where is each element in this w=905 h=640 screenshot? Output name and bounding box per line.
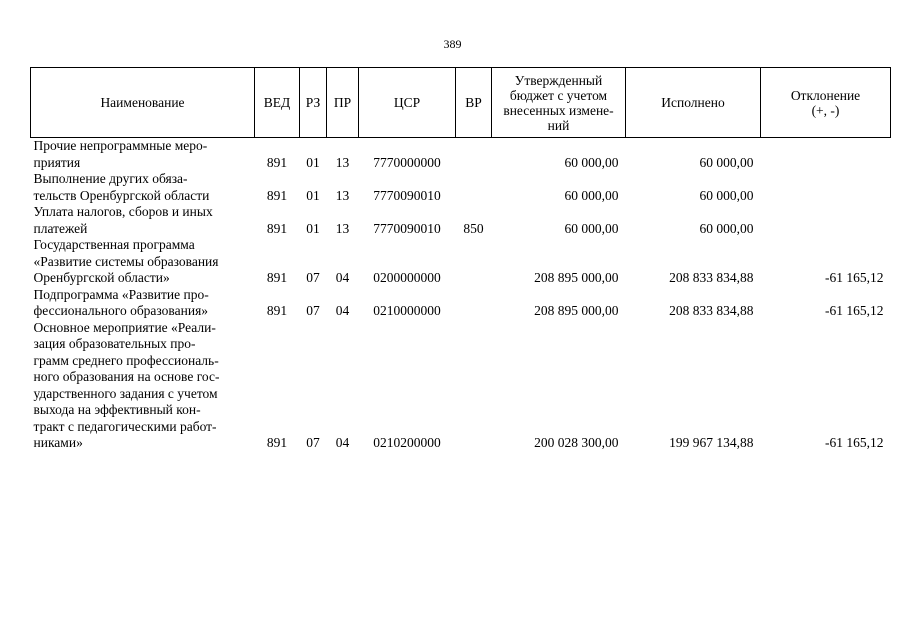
- row-name-line: выхода на эффективный кон-: [33, 402, 201, 417]
- header-approved-line: ний: [547, 117, 570, 133]
- header-csr: ЦСР: [359, 68, 456, 138]
- row-csr: 7770090010: [373, 220, 441, 236]
- row-deviation: -61 165,12: [825, 435, 884, 450]
- table-row: [31, 287, 891, 320]
- row-ved: 891: [266, 187, 288, 203]
- row-vr: [456, 287, 492, 320]
- row-pr: 13: [335, 220, 350, 236]
- row-name-line: Уплата налогов, сборов и иных: [33, 204, 213, 219]
- row-executed: 60 000,00: [699, 187, 754, 203]
- row-rz: 07: [306, 270, 320, 285]
- page-number: 389: [443, 37, 462, 51]
- table-body: [31, 138, 891, 452]
- row-vr: [456, 138, 492, 172]
- table-header: [31, 68, 891, 138]
- row-pr: 04: [335, 270, 350, 285]
- row-name-line: Выполнение других обяза-: [33, 171, 188, 186]
- table-row: [31, 204, 891, 237]
- row-executed: 208 833 834,88: [669, 270, 754, 285]
- header-deviation-line: Отклонение: [790, 87, 861, 103]
- row-pr: 04: [335, 435, 350, 450]
- row-deviation: [761, 138, 891, 172]
- header-executed: Исполнено: [626, 68, 761, 138]
- row-name-line: ударственного задания с учетом: [33, 385, 218, 401]
- row-name-line: фессионального образования»: [33, 303, 209, 318]
- row-vr: 850: [463, 220, 484, 236]
- header-row: [31, 68, 891, 138]
- row-pr: 13: [335, 154, 350, 170]
- row-deviation: -61 165,12: [825, 303, 884, 318]
- row-name-line: «Развитие системы образования: [33, 253, 219, 269]
- row-approved-budget: 60 000,00: [564, 154, 619, 170]
- header-pr: ПР: [327, 68, 359, 138]
- row-rz: 01: [306, 154, 320, 170]
- row-name: [31, 287, 255, 320]
- row-name-line: тельств Оренбургской области: [33, 187, 210, 203]
- row-name: [31, 171, 255, 204]
- row-pr: 04: [335, 303, 350, 318]
- table-row: [31, 237, 891, 287]
- header-deviation-line: (+, -): [811, 102, 840, 118]
- row-vr: [456, 237, 492, 287]
- row-approved-budget: 200 028 300,00: [534, 435, 619, 450]
- table-row: [31, 138, 891, 172]
- row-rz: 07: [306, 303, 320, 318]
- row-executed: 60 000,00: [699, 154, 754, 170]
- row-rz: 07: [306, 435, 320, 450]
- row-ved: 891: [266, 220, 288, 236]
- row-deviation: [761, 171, 891, 204]
- row-rz: 01: [306, 187, 320, 203]
- row-csr: 7770090010: [373, 187, 441, 203]
- row-name: [31, 320, 255, 452]
- row-rz: 01: [306, 220, 320, 236]
- table-row: [31, 171, 891, 204]
- header-approved-line: внесенных измене-: [503, 102, 614, 118]
- row-name-line: платежей: [33, 220, 88, 236]
- row-approved-budget: 208 895 000,00: [534, 270, 619, 285]
- row-vr: [456, 320, 492, 452]
- row-name-line: приятия: [33, 154, 81, 170]
- row-ved: 891: [266, 435, 288, 450]
- row-ved: 891: [266, 303, 288, 318]
- header-approved-line: Утвержденный: [514, 72, 603, 88]
- table-row: [31, 320, 891, 452]
- budget-table: [30, 67, 891, 452]
- header-ved: ВЕД: [255, 68, 300, 138]
- row-ved: 891: [266, 154, 288, 170]
- row-name-line: никами»: [33, 435, 83, 450]
- row-csr: 0210200000: [373, 435, 441, 450]
- row-name-line: Прочие непрограммные меро-: [33, 138, 208, 153]
- row-executed: 208 833 834,88: [669, 303, 754, 318]
- header-approved-budget: [492, 68, 626, 138]
- row-name-line: Основное мероприятие «Реали-: [33, 319, 216, 335]
- row-approved-budget: 60 000,00: [564, 220, 619, 236]
- row-name-line: Подпрограмма «Развитие про-: [33, 286, 209, 302]
- row-approved-budget: 208 895 000,00: [534, 303, 619, 318]
- row-name-line: тракт с педагогическими работ-: [33, 418, 217, 434]
- header-approved-line: бюджет с учетом: [509, 87, 608, 103]
- row-name: [31, 237, 255, 287]
- row-csr: 7770000000: [373, 154, 441, 170]
- header-deviation: [761, 68, 891, 138]
- row-ved: 891: [266, 270, 288, 285]
- row-name-line: Оренбургской области»: [33, 270, 170, 285]
- header-rz: РЗ: [300, 68, 327, 138]
- row-deviation: -61 165,12: [825, 270, 884, 285]
- row-executed: 199 967 134,88: [669, 435, 754, 450]
- row-csr: 0200000000: [373, 270, 441, 285]
- row-name-line: ного образования на основе гос-: [33, 369, 220, 384]
- row-deviation: [761, 204, 891, 237]
- row-name-line: грамм среднего профессиональ-: [33, 352, 219, 368]
- row-pr: 13: [335, 187, 350, 203]
- row-approved-budget: 60 000,00: [564, 187, 619, 203]
- header-name: Наименование: [31, 68, 255, 138]
- header-vr: ВР: [456, 68, 492, 138]
- row-name: [31, 204, 255, 237]
- row-name-line: зация образовательных про-: [33, 336, 196, 351]
- row-name-line: Государственная программа: [33, 237, 195, 252]
- row-name: [31, 138, 255, 172]
- row-executed: 60 000,00: [699, 220, 754, 236]
- row-csr: 0210000000: [373, 303, 441, 318]
- row-vr: [456, 171, 492, 204]
